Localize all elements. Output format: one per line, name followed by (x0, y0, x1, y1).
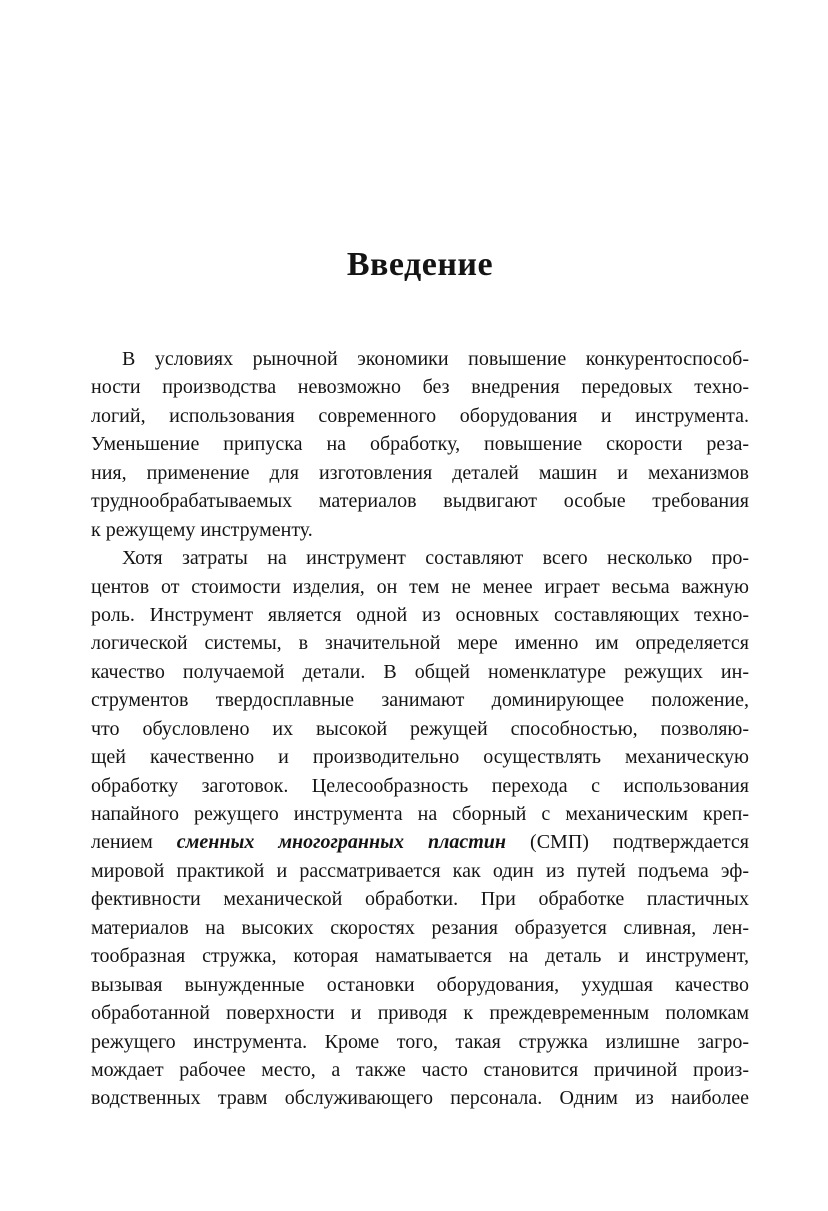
text-line (91, 942, 749, 970)
text-segment: логий, использования современного оборудования и инструмента. (91, 404, 749, 427)
text-line (91, 914, 749, 942)
text-segment: Хотя затраты на инструмент составляют всего несколько про- (122, 547, 749, 570)
text-segment: ности производства невозможно без внедрения передовых техно- (91, 376, 749, 399)
text-segment: логической системы, в значительной мере именно им определяется (91, 632, 749, 655)
text-segment: материалов на высоких скоростях резания образуется сливная, лен- (91, 916, 749, 939)
text-line (91, 686, 749, 714)
text-segment: вызывая вынужденные остановки оборудования, ухудшая качество (91, 973, 749, 996)
text-line (91, 345, 749, 373)
text-line (91, 1028, 749, 1056)
text-line (91, 629, 749, 657)
text-line (91, 516, 749, 544)
page-title: Введение (346, 246, 494, 283)
paragraph-2 (91, 544, 749, 1113)
text-line (91, 999, 749, 1027)
text-segment: тообразная стружка, которая наматывается на деталь и инструмент, (91, 945, 749, 968)
text-segment: струментов твердосплавные занимают доминирующее положение, (91, 689, 749, 712)
text-line (91, 573, 749, 601)
text-line (91, 430, 749, 458)
text-line (91, 544, 749, 572)
text-line (91, 743, 749, 771)
text-line (91, 1084, 749, 1112)
text-line (91, 800, 749, 828)
text-segment: качество получаемой детали. В общей номенклатуре режущих ин- (91, 660, 749, 683)
text-segment: что обусловлено их высокой режущей способностью, позволяю- (91, 717, 749, 740)
text-segment: роль. Инструмент является одной из основных составляющих техно- (91, 603, 749, 626)
text-segment: (СМП) подтверждается (506, 831, 749, 854)
text-segment: труднообрабатываемых материалов выдвигают особые требования (91, 490, 749, 513)
paragraph-1 (91, 345, 749, 544)
text-line (91, 487, 749, 515)
text-segment: напайного режущего инструмента на сборный с механическим креп- (91, 803, 749, 825)
text-segment: центов от стоимости изделия, он тем не менее играет весьма важную (91, 575, 749, 598)
text-segment: обработанной поверхности и приводя к преждевременным поломкам (91, 1002, 749, 1025)
text-line (91, 1056, 749, 1084)
text-segment: лением (91, 831, 177, 854)
text-segment: ния, применение для изготовления деталей машин и механизмов (91, 461, 749, 484)
text-segment: Уменьшение припуска на обработку, повышение скорости реза- (91, 433, 749, 456)
page-content (91, 345, 749, 1113)
text-line (91, 459, 749, 487)
text-line (91, 601, 749, 629)
text-segment: к режущему инструменту. (91, 518, 313, 541)
text-line (91, 971, 749, 999)
text-segment: водственных травм обслуживающего персонала. Одним из наиболее (91, 1087, 749, 1110)
text-line (91, 828, 749, 856)
text-line (91, 885, 749, 913)
text-segment: режущего инструмента. Кроме того, такая стружка излишне загро- (91, 1030, 749, 1053)
text-line (91, 402, 749, 430)
text-line (91, 373, 749, 401)
text-segment: мировой практикой и рассматривается как один из путей подъема эф- (91, 859, 749, 882)
text-segment: В условиях рыночной экономики повышение конкурентоспособ- (122, 348, 749, 370)
text-segment: мождает рабочее место, а также часто становится причиной произ- (91, 1058, 749, 1081)
text-line (91, 715, 749, 743)
text-line (91, 658, 749, 686)
text-line (91, 857, 749, 885)
text-line (91, 772, 749, 800)
text-segment: обработку заготовок. Целесообразность перехода с использования (91, 774, 749, 797)
text-segment: щей качественно и производительно осуществлять механическую (91, 746, 749, 769)
emphasized-term: сменных многогранных пластин (176, 831, 507, 854)
text-segment: фективности механической обработки. При обработке пластичных (91, 888, 749, 911)
